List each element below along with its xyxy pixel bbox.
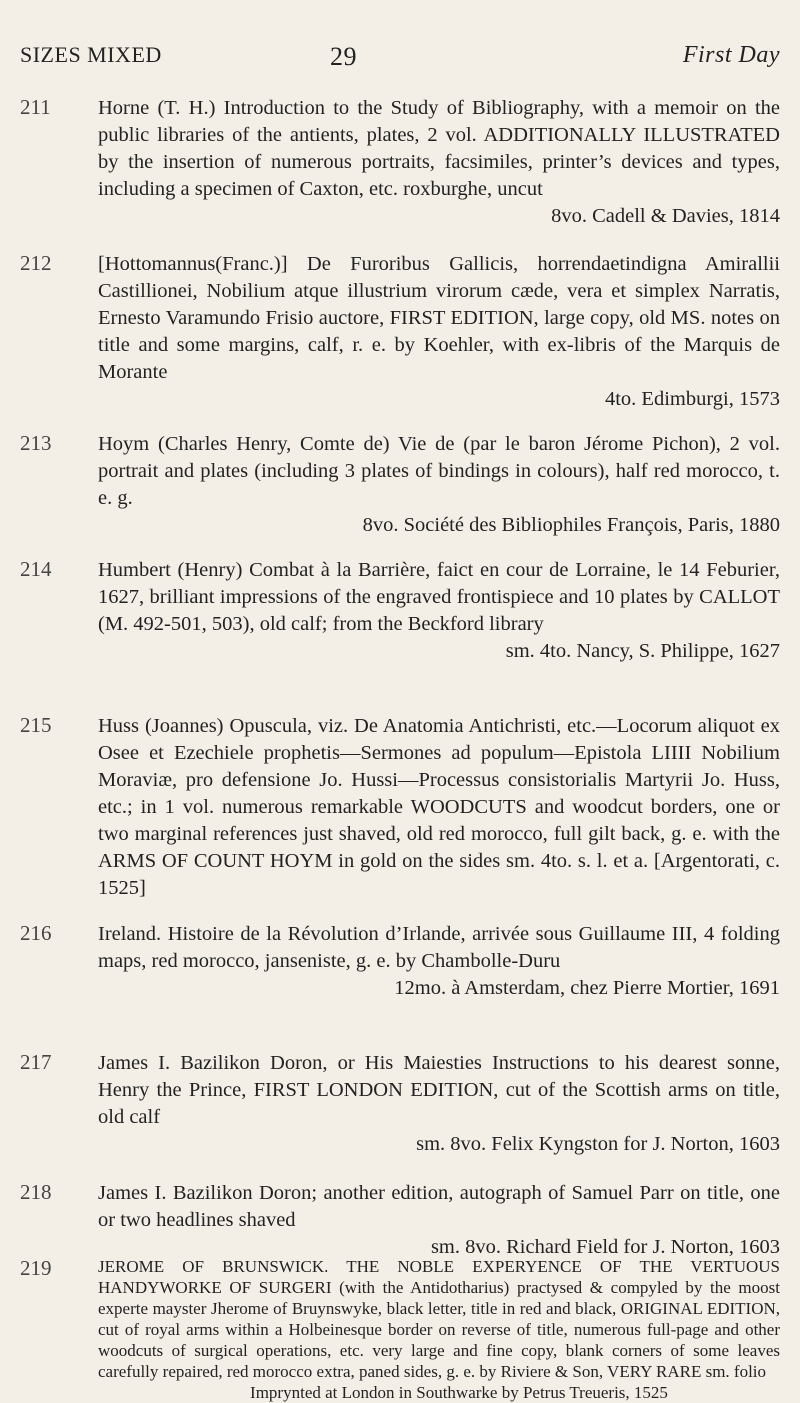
lot-imprint: 12mo. à Amsterdam, chez Pierre Mortier, 1691 xyxy=(394,977,780,999)
lot-description xyxy=(98,1180,780,1261)
running-header xyxy=(20,42,780,78)
lot-description xyxy=(98,713,780,902)
lot-imprint: sm. 4to. Nancy, S. Philippe, 1627 xyxy=(505,640,780,662)
lot-text: Hoym (Charles Henry, Comte de) Vie de (par le baron Jérome Pichon), 2 vol. portrait and plates (including 3 plates of bindings in colours), half red morocco, t. e. g. xyxy=(98,433,780,509)
lot-number: 215 xyxy=(20,713,52,737)
lot-number: 217 xyxy=(20,1050,52,1074)
lot-description xyxy=(98,431,780,539)
lot-number: 213 xyxy=(20,431,52,455)
lot-description xyxy=(98,1050,780,1158)
lot-number: 216 xyxy=(20,921,52,945)
lot-imprint: 8vo. Cadell & Davies, 1814 xyxy=(551,205,780,227)
lot-number: 211 xyxy=(20,95,51,119)
lot-description xyxy=(98,251,780,413)
lot-number: 214 xyxy=(20,557,52,581)
lot-text: [Hottomannus(Franc.)] De Furoribus Gallicis, horrendaetindigna Amirallii Castillionei, Nobilium atque illustrium virorum cæde, vera et simplex Narratis, Ernesto Varamundo Frisio auctore, FIRST EDITION, large copy, old MS. notes on title and some margins, calf, r. e. by Koehler, with ex-libris of the Marquis de Morante xyxy=(98,253,780,383)
lot-imprint: sm. 8vo. Felix Kyngston for J. Norton, 1603 xyxy=(416,1133,780,1155)
lot-number: 212 xyxy=(20,251,52,275)
lot-text: James I. Bazilikon Doron, or His Maiesties Instructions to his dearest sonne, Henry the Prince, FIRST LONDON EDITION, cut of the Scottish arms on title, old calf xyxy=(98,1052,780,1128)
lot-text: James I. Bazilikon Doron; another edition, autograph of Samuel Parr on title, one or two headlines shaved xyxy=(98,1182,780,1231)
header-section: SIZES MIXED xyxy=(20,42,162,67)
lot-imprint: sm. 8vo. Richard Field for J. Norton, 1603 xyxy=(430,1236,780,1258)
lot-description xyxy=(98,95,780,230)
page-number: 29 xyxy=(330,42,357,71)
lot-imprint: Imprynted at London in Southwarke by Petrus Treueris, 1525 xyxy=(250,1383,668,1402)
lot-description xyxy=(98,1256,780,1403)
header-day: First Day xyxy=(682,42,780,68)
lot-imprint: 4to. Edimburgi, 1573 xyxy=(604,388,780,410)
lot-text: Huss (Joannes) Opuscula, viz. De Anatomia Antichristi, etc.—Locorum aliquot ex Osee et Ezechiele prophetis—Sermones ad populum—Epistola LIIII Nobilium Moraviæ, pro defensione Jo. Hussi—Processus consistorialis Martyrii Jo. Huss, etc.; in 1 vol. numerous remarkable WOODCUTS and woodcut borders, one or two marginal references just shaved, old red morocco, full gilt back, g. e. with the ARMS OF COUNT HOYM in gold on the sides sm. 4to. s. l. et a. [Argentorati, c. 1525] xyxy=(98,715,780,899)
lot-number: 218 xyxy=(20,1180,52,1204)
lot-text: Horne (T. H.) Introduction to the Study of Bibliography, with a memoir on the public libraries of the antients, plates, 2 vol. ADDITIONALLY ILLUSTRATED by the insertion of numerous portraits, facsimiles, printer’s devices and types, including a specimen of Caxton, etc. roxburghe, uncut xyxy=(98,97,780,200)
lot-text: Ireland. Histoire de la Révolution d’Irlande, arrivée sous Guillaume III, 4 folding maps, red morocco, janseniste, g. e. by Chambolle-Duru xyxy=(98,923,780,972)
lot-description xyxy=(98,557,780,665)
lot-text: Humbert (Henry) Combat à la Barrière, faict en cour de Lorraine, le 14 Feburier, 1627, brilliant impressions of the engraved frontispiece and 10 plates by CALLOT (M. 492-501, 503), old calf; from the Beckford library xyxy=(98,559,780,635)
lot-imprint: 8vo. Société des Bibliophiles François, Paris, 1880 xyxy=(362,514,780,536)
lot-description xyxy=(98,921,780,1002)
lot-number: 219 xyxy=(20,1256,52,1280)
lot-text: JEROME OF BRUNSWICK. THE NOBLE EXPERYENCE OF THE VERTUOUS HANDYWORKE OF SURGERI (with the Antidotharius) practysed & compyled by the moost experte mayster Jherome of Bruynswyke, black letter, title in red and black, ORIGINAL EDITION, cut of royal arms within a Holbeinesque border on reverse of title, numerous full-page and other woodcuts of surgical operations, etc. very large and fine copy, blank corners of some leaves carefully repaired, red morocco extra, paned sides, g. e. by Riviere & Son, VERY RARE sm. folio xyxy=(98,1257,780,1381)
